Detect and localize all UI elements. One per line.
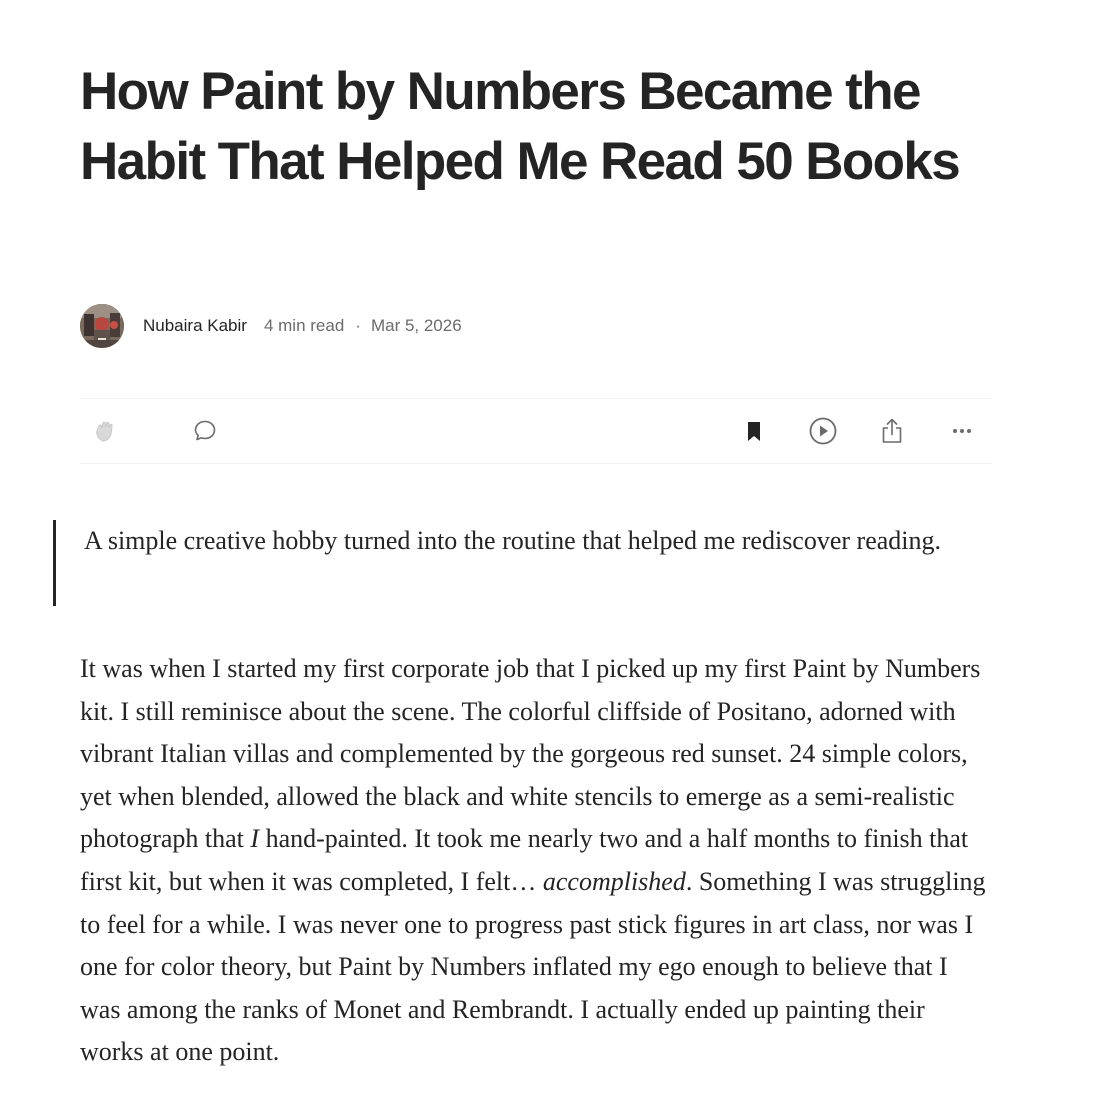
author-avatar[interactable] bbox=[80, 304, 124, 348]
play-icon bbox=[808, 416, 838, 446]
paragraph-text: It was when I started my first corporate job that I picked up my first Paint by Numbers kit. I still reminisce about the scene. The colorful cliffside of Positano, adorned with vibrant Italian villas and complemented by the gorgeous red sunset. 24 simple colors, yet when blended, allowed the black and white stencils to emerge as a semi-realistic photograph that bbox=[80, 654, 981, 854]
emphasis-text: accomplished bbox=[542, 866, 686, 896]
article-paragraph bbox=[80, 648, 992, 1074]
clap-button[interactable] bbox=[90, 415, 122, 447]
article-subtitle-quote bbox=[53, 520, 993, 606]
emphasis-text: I bbox=[250, 824, 260, 854]
author-name[interactable]: Nubaira Kabir bbox=[143, 316, 247, 335]
bookmark-icon bbox=[742, 419, 766, 443]
bookmark-button[interactable] bbox=[738, 415, 770, 447]
byline bbox=[80, 304, 462, 348]
article-title: How Paint by Numbers Became the Habit That Helped Me Read 50 Books bbox=[80, 62, 960, 191]
comment-icon bbox=[192, 418, 218, 444]
paragraph-text: . Something I was struggling to feel for a while. I was never one to progress past stick figures in art class, nor was I one for color theory, but Paint by Numbers inflated my ego enough to believe that I was among the ranks of Monet and Rembrandt. I actually ended up painting their works at one point. bbox=[80, 866, 986, 1067]
more-button[interactable] bbox=[946, 415, 978, 447]
more-icon bbox=[950, 419, 974, 443]
share-button[interactable] bbox=[876, 415, 908, 447]
paragraph-text: hand-painted. It took me nearly two and a half months to finish that first kit, but when it was completed, I felt… bbox=[80, 824, 969, 896]
article-action-bar bbox=[80, 398, 992, 464]
article-subtitle: A simple creative hobby turned into the routine that helped me rediscover reading. bbox=[84, 526, 942, 555]
bottom-fade bbox=[0, 1085, 1100, 1103]
clap-icon bbox=[92, 417, 120, 445]
share-icon bbox=[879, 417, 905, 445]
publish-date: Mar 5, 2026 bbox=[370, 316, 462, 335]
meta-separator: · bbox=[355, 316, 361, 335]
comment-button[interactable] bbox=[189, 415, 221, 447]
avatar-image bbox=[80, 304, 124, 348]
read-time: 4 min read bbox=[263, 316, 345, 335]
listen-button[interactable] bbox=[807, 415, 839, 447]
